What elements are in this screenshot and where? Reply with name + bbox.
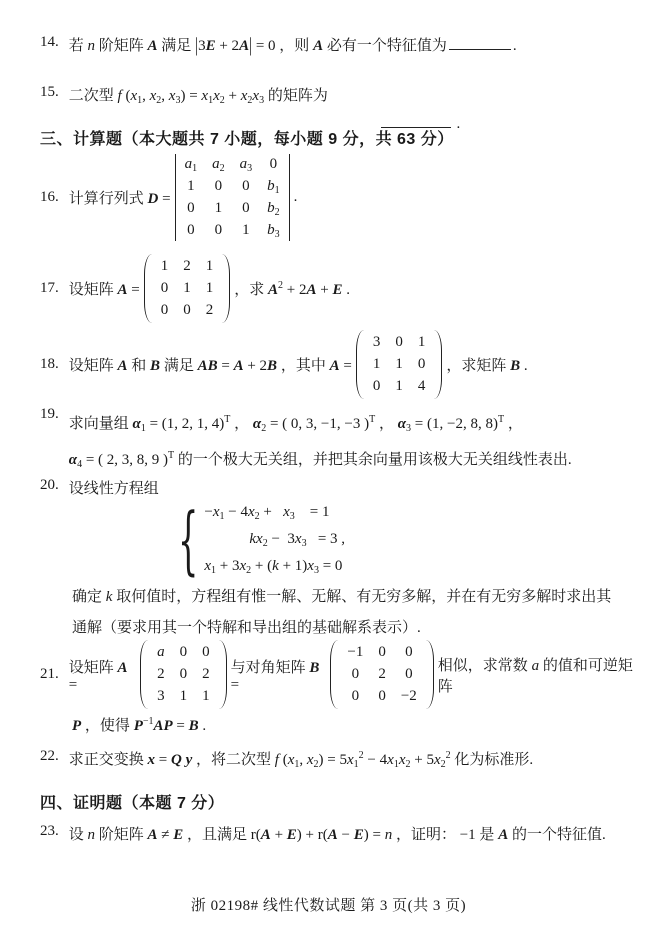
matrix-cell: $b_1$ — [267, 178, 280, 196]
matrix-cell: 3 — [372, 334, 381, 350]
answer-blank — [449, 34, 511, 50]
matrix-cell: 0 — [242, 200, 250, 216]
problem-statement-tail: ，求矩阵 B . — [446, 358, 528, 374]
matrix-cell: 0 — [160, 280, 169, 296]
problem-16 — [40, 152, 637, 243]
matrix-cell: −1 — [347, 644, 364, 660]
problem-18 — [40, 330, 637, 399]
matrix-cell: 0 — [179, 644, 188, 660]
matrix-cell: 1 — [214, 200, 223, 216]
matrix-a — [356, 330, 443, 399]
problem-statement: 设矩阵 A = — [68, 282, 140, 298]
matrix-cell: 0 — [417, 356, 426, 372]
matrix-cell: 1 — [417, 334, 426, 350]
matrix-cell: 0 — [378, 688, 386, 704]
matrix-a — [140, 640, 227, 709]
matrix-cell: 1 — [242, 222, 250, 238]
matrix-grid — [338, 640, 425, 709]
problem-statement: 设矩阵 A = — [68, 659, 128, 693]
problem-number: 16. — [40, 189, 59, 205]
matrix-cell: 0 — [214, 178, 223, 194]
problem-paragraph-line1: 确定 k 取何值时，方程组有惟一解、无解、有无穷多解，并在有无穷多解时求出其 — [72, 589, 612, 605]
problem-statement-mid: 与对角矩阵 B = — [230, 659, 320, 693]
matrix-cell: 0 — [160, 302, 169, 318]
matrix-grid — [148, 640, 219, 709]
matrix-cell: 0 — [405, 644, 413, 660]
matrix-cell: 0 — [378, 644, 386, 660]
problem-14 — [40, 34, 637, 55]
right-paren — [434, 330, 442, 399]
problem-statement-tail: ，求 $A^2 + 2A + E$ . — [234, 280, 350, 298]
matrix-grid — [176, 152, 289, 243]
matrix-cell: 2 — [157, 666, 165, 682]
problem-22 — [40, 748, 637, 769]
problem-statement-tail: 相似，求常数 a 的值和可逆矩阵 — [437, 657, 633, 695]
problem-paragraph-line2: 通解（要求用其一个特解和导出组的基础解系表示）. — [72, 620, 421, 636]
matrix-a — [144, 254, 231, 323]
matrix-cell: 0 — [187, 200, 195, 216]
left-paren — [144, 254, 152, 323]
left-paren — [356, 330, 364, 399]
matrix-cell: 1 — [372, 356, 381, 372]
matrix-cell: $b_2$ — [267, 200, 280, 218]
matrix-cell: 1 — [202, 688, 210, 704]
problem-23 — [40, 823, 637, 844]
equation-system — [178, 495, 346, 584]
matrix-cell: 3 — [157, 688, 165, 704]
problem-statement: 求正交变换 x = Q y ，将二次型 f ($x_1$, $x_2) = 5x_1^2 - 4x_1x_2 + 5x_2^2$ 化为标准形. — [68, 750, 534, 770]
matrix-cell: 0 — [214, 222, 223, 238]
matrix-cell: −2 — [400, 688, 417, 704]
problem-statement: 设 n 阶矩阵 A ≠ E ，且满足 r(A + E) + r(A − E) = n ，证明： −1 是 A 的一个特征值. — [68, 827, 606, 843]
equation-line: $x_1 + 3x_2 + (k + 1)x_3 = 0$ — [204, 558, 343, 576]
problem-number: 23. — [40, 823, 59, 839]
left-paren — [140, 640, 148, 709]
problem-number: 14. — [40, 34, 59, 50]
equations — [204, 499, 345, 580]
problem-number: 20. — [40, 477, 59, 493]
matrix-cell: 0 — [179, 666, 188, 682]
matrix-b — [330, 640, 433, 709]
matrix-cell: $a_3$ — [239, 156, 253, 174]
matrix-cell: $b_3$ — [267, 222, 280, 240]
matrix-cell: 0 — [405, 666, 413, 682]
matrix-cell: 0 — [183, 302, 191, 318]
matrix-cell: 1 — [205, 280, 214, 296]
problem-number: 17. — [40, 280, 59, 296]
problem-text — [69, 34, 637, 55]
matrix-cell: 1 — [183, 280, 191, 296]
matrix-cell: 1 — [160, 258, 169, 274]
period: . — [512, 38, 517, 54]
problem-statement: 计算行列式 D = — [68, 191, 171, 207]
right-paren — [222, 254, 230, 323]
problem-text — [69, 406, 637, 478]
left-paren — [330, 640, 338, 709]
matrix-cell: 0 — [269, 156, 278, 172]
equation-line: $-x_1 - 4x_2 + x_3$ = 1 — [204, 504, 330, 522]
matrix-cell: a — [157, 644, 165, 660]
matrix-cell: 0 — [372, 378, 381, 394]
matrix-cell: 4 — [417, 378, 426, 394]
period: . — [293, 189, 298, 205]
problem-statement: 设线性方程组 — [68, 481, 159, 497]
problem-statement: 二次型 f ($x_1$, $x_2$, $x_3) = x_1x_2 + x_2x_3$ 的矩阵为 — [68, 88, 328, 106]
right-paren — [426, 640, 434, 709]
problem-number: 19. — [40, 406, 59, 422]
section-heading-proof: 四、证明题（本题 7 分） — [40, 795, 225, 812]
problem-17 — [40, 254, 637, 323]
matrix-cell: 1 — [395, 356, 403, 372]
matrix-grid — [364, 330, 435, 399]
matrix-cell: $a_1$ — [184, 156, 198, 174]
section-heading-calculation: 三、计算题（本大题共 7 小题，每小题 9 分，共 63 分） — [40, 131, 454, 148]
period: . — [456, 116, 461, 132]
problem-number: 21. — [40, 666, 59, 682]
matrix-cell: 1 — [187, 178, 195, 194]
determinant-matrix — [175, 152, 290, 243]
left-brace: { — [178, 495, 199, 584]
problem-statement-line1: 求向量组 $\alpha_1 = (1$, 2, 1, 4)$^T$ ， $\alpha_2$ = ( 0, 3, −1, −3 )$^T$ ， $\alpha_3 = (1$, −2, 8, 8)$^T$ ， — [68, 414, 523, 434]
matrix-cell: 2 — [378, 666, 386, 682]
page-footer: 浙 02198# 线性代数试题 第 3 页(共 3 页) — [190, 898, 467, 914]
problem-21-continued: P ，使得 $P^{-1}AP = B$ . — [72, 716, 207, 734]
problem-statement: 若 n 阶矩阵 A 满足 |3E + 2A| = 0 ，则 A 必有一个特征值为 — [68, 35, 447, 57]
matrix-cell: 0 — [351, 688, 360, 704]
problem-20 — [40, 477, 637, 498]
problem-number: 15. — [40, 84, 59, 100]
determinant-bar-right — [289, 154, 290, 241]
matrix-cell: $a_2$ — [212, 156, 225, 174]
matrix-cell: 0 — [395, 334, 403, 350]
problem-number: 18. — [40, 356, 59, 372]
matrix-cell: 0 — [187, 222, 195, 238]
problem-statement: 设矩阵 A 和 B 满足 AB = A + 2B ，其中 A = — [68, 358, 352, 374]
matrix-cell: 0 — [242, 178, 250, 194]
problem-19 — [40, 406, 637, 478]
matrix-cell: 2 — [183, 258, 191, 274]
right-paren — [219, 640, 227, 709]
matrix-cell: 0 — [351, 666, 360, 682]
matrix-cell: 2 — [205, 302, 214, 318]
problem-20-text — [72, 582, 621, 644]
matrix-cell: 1 — [205, 258, 214, 274]
matrix-grid — [152, 254, 223, 323]
matrix-cell: 0 — [202, 644, 210, 660]
problem-21 — [40, 640, 637, 709]
matrix-cell: 1 — [395, 378, 403, 394]
problem-number: 22. — [40, 748, 59, 764]
problem-statement-line2: $\alpha_4$ = ( 2, 3, 8, 9 )$^T$ 的一个极大无关组，并把其余向量用该极大无关组线性表出. — [68, 450, 572, 470]
matrix-cell: 2 — [202, 666, 210, 682]
matrix-cell: 1 — [179, 688, 188, 704]
equation-line: $kx_2 - 3x_3 = 3$ , — [249, 531, 346, 549]
